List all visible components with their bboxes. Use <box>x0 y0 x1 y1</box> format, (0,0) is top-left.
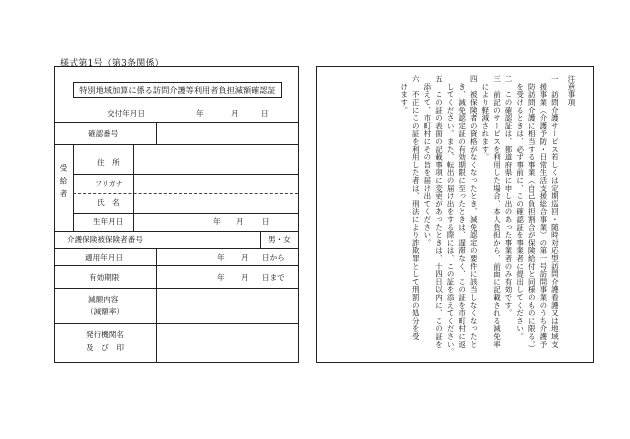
insured-number-label: 介護保険被保険者番号 <box>67 235 143 244</box>
issuer-label: 発行機関名 <box>86 330 124 339</box>
start-date-label: 適用年月日 <box>85 253 123 262</box>
notes-text <box>398 75 577 355</box>
row-divider <box>55 288 298 289</box>
row-divider <box>55 265 298 266</box>
note-line: 六 不正にこの証を利用した者は、刑法により詐欺罪として刑罰の処分を受 <box>411 75 421 341</box>
expiry-month: 月 <box>241 273 249 282</box>
row-divider <box>55 323 298 324</box>
name-label: 氏 名 <box>97 198 120 207</box>
note-line: 防訪問介護に相当する事業（自己負担割合が保険給付と同様のものに限る。） <box>527 75 537 353</box>
note-line: 四 被保険者の資格がなくなったとき、減免認定の要件に該当しなくなったと <box>469 75 479 348</box>
col-divider <box>260 231 261 248</box>
expiry-year: 年 <box>217 273 225 282</box>
note-line: けます。 <box>399 75 409 114</box>
birth-year: 年 <box>213 217 221 226</box>
furigana-label: フリガナ <box>95 180 123 188</box>
seal-label: 及 び 印 <box>86 343 124 352</box>
birth-month: 月 <box>236 217 244 226</box>
expiry-label: 有効期限 <box>89 273 120 282</box>
row-divider <box>73 213 298 214</box>
form-number-label: 様式第1号（第3条関係） <box>60 59 164 69</box>
reduction-label: 減額内容 <box>88 295 119 304</box>
col-divider <box>133 144 134 231</box>
start-date-month: 月 <box>241 253 249 262</box>
note-line: 二 この確認証は、都道府県に申し出のあった事業者のみ有効です。 <box>504 75 514 317</box>
certificate-title: 特別地域加算に係る訪問介護等利用者負担減額確認証 <box>73 82 282 98</box>
row-divider <box>55 231 298 232</box>
note-line: 援事業（介護予防・日常生活支援総合事業）の第一号訪問事業のうち介護予 <box>538 75 548 348</box>
issue-date-day: 日 <box>261 109 269 118</box>
row-divider <box>55 144 298 145</box>
address-label: 住 所 <box>97 158 120 167</box>
note-line: を受けるときは、必ず事前に、この確認証を事業者に提出してください。 <box>515 75 525 341</box>
row-divider <box>55 248 298 249</box>
note-line: 添えて、市町村にその旨を届け出てください。 <box>422 75 432 247</box>
start-date-year: 年 <box>217 253 225 262</box>
note-line: してください。また、転出の届け出をする際には、この証を添えてください。 <box>446 75 456 356</box>
issue-date-label: 交付年月日 <box>107 109 145 118</box>
notes-card <box>316 66 594 363</box>
col-divider <box>73 144 74 231</box>
notes-header: 注意事項 <box>567 75 576 107</box>
gender-selector: 男・女 <box>268 235 291 244</box>
note-line: 一 訪問介護サービス若しくは定期巡回・随時対応型訪問介護看護又は地域支 <box>550 75 560 348</box>
issue-date-year: 年 <box>196 109 204 118</box>
note-line: により軽減されます。 <box>480 75 490 161</box>
note-line: 五 この証の表面の記載事項に変更があったときは、十四日以内に、この証を <box>434 75 444 348</box>
reduction-rate-label: （減額率） <box>86 307 124 316</box>
row-divider-dashed <box>73 193 298 194</box>
start-date-day: 日から <box>262 253 285 262</box>
issue-date-month: 月 <box>231 109 239 118</box>
row-divider <box>73 174 298 175</box>
birth-day: 日 <box>262 217 270 226</box>
certificate-card <box>54 66 299 363</box>
row-divider <box>55 122 298 123</box>
birth-date-label: 生年月日 <box>93 217 124 226</box>
expiry-day: 日まで <box>262 273 285 282</box>
note-line: 三 前記のサービスを利用した場合、本人負担から、前面に記載される減免率 <box>492 75 502 348</box>
confirmation-number-label: 確認番号 <box>88 129 119 138</box>
note-line: き、減免認定証の有効期限に至ったときは、遅滞なく、この証を市町村に返 <box>457 75 467 348</box>
col-divider <box>156 122 157 144</box>
recipient-group-label: 受給者 <box>59 164 68 202</box>
